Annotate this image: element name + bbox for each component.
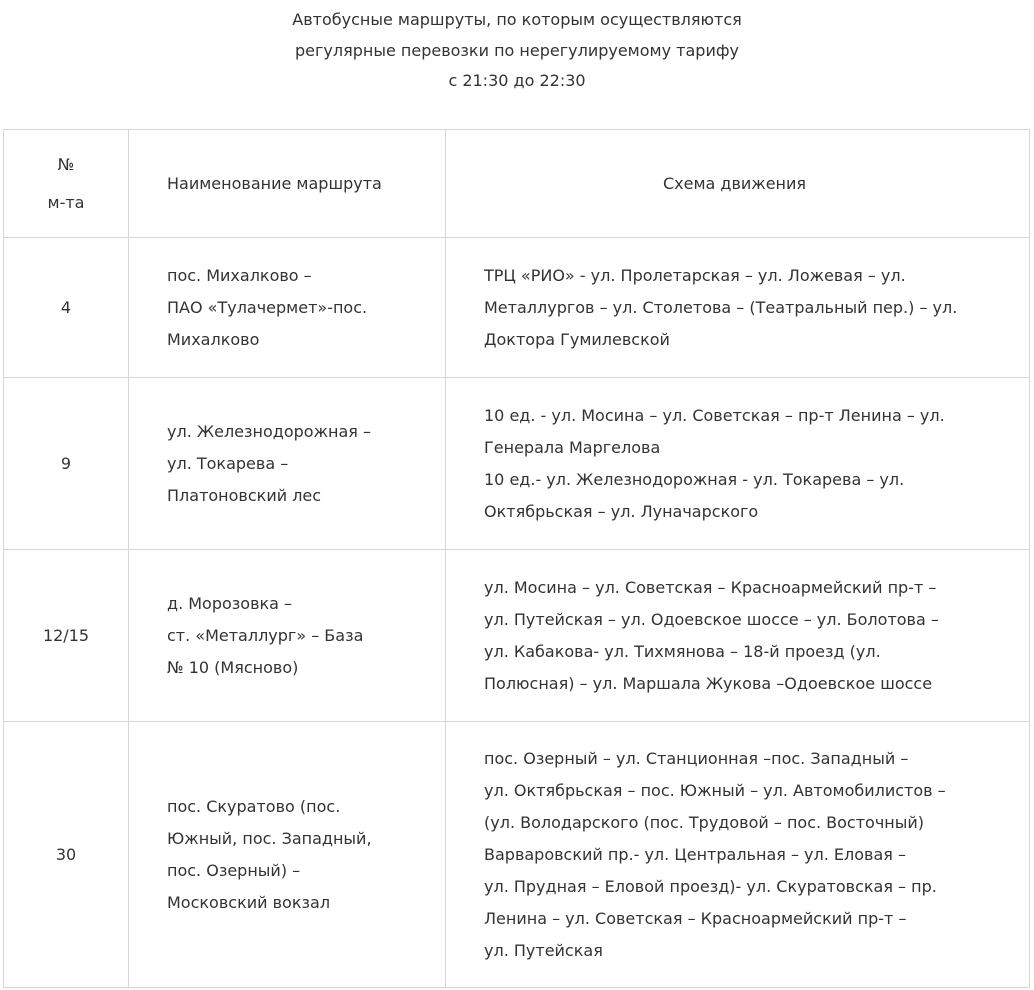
route-number: 4 [4,238,129,378]
route-name-line: № 10 (Мясново) [167,657,299,677]
route-scheme-line: 10 ед.- ул. Железнодорожная - ул. Токарева – ул. [484,469,905,489]
route-scheme-line: Ленина – ул. Советская – Красноармейский пр-т – [484,908,907,928]
route-scheme-line: ТРЦ «РИО» - ул. Пролетарская – ул. Ложевая – ул. [484,265,906,285]
route-scheme-line: ул. Кабакова- ул. Тихмянова – 18-й проезд (ул. [484,641,881,661]
route-scheme-line: Доктора Гумилевской [484,329,670,349]
route-name-line: д. Морозовка – [167,593,293,613]
route-scheme-line: 10 ед. - ул. Мосина – ул. Советская – пр-т Ленина – ул. [484,405,945,425]
route-number: 12/15 [4,550,129,722]
route-name-line: пос. Михалково – [167,265,312,285]
route-scheme [446,378,1030,550]
route-name-line: пос. Озерный) – [167,860,301,880]
route-scheme-line: (ул. Володарского (пос. Трудовой – пос. Восточный) [484,812,925,832]
route-name-line: Московский вокзал [167,892,331,912]
route-name [129,722,446,988]
route-scheme-line: ул. Путейская – ул. Одоевское шоссе – ул. Болотова – [484,609,939,629]
route-name-line: ул. Железнодорожная – [167,421,371,441]
route-scheme [446,238,1030,378]
table-row [4,378,1030,550]
route-name-line: Михалково [167,329,260,349]
route-number: 30 [4,722,129,988]
route-name-line: ПАО «Тулачермет»-пос. [167,297,368,317]
table-row [4,722,1030,988]
route-number: 9 [4,378,129,550]
header-route-name: Наименование маршрута [129,130,446,238]
route-name-line: Платоновский лес [167,485,322,505]
route-name-line: пос. Скуратово (пос. [167,796,341,816]
route-name-line: ст. «Металлург» – База [167,625,364,645]
page-heading [0,5,1034,97]
route-scheme [446,550,1030,722]
header-route-scheme: Схема движения [446,130,1030,238]
route-scheme-line: Металлургов – ул. Столетова – (Театральный пер.) – ул. [484,297,958,317]
route-scheme-line: ул. Октябрьская – пос. Южный – ул. Автомобилистов – [484,780,946,800]
route-name-line: Южный, пос. Западный, [167,828,372,848]
table-row [4,238,1030,378]
route-scheme [446,722,1030,988]
route-name [129,238,446,378]
table-header-row [4,130,1030,238]
route-scheme-line: Генерала Маргелова [484,437,661,457]
route-scheme-line: Октябрьская – ул. Луначарского [484,501,759,521]
route-scheme-line: ул. Прудная – Еловой проезд)- ул. Скуратовская – пр. [484,876,937,896]
route-scheme-line: ул. Путейская [484,940,603,960]
table-row [4,550,1030,722]
route-scheme-line: ул. Мосина – ул. Советская – Красноармейский пр-т – [484,577,937,597]
route-name [129,550,446,722]
header-number-abbr: м-та [47,192,85,212]
heading-line-1: Автобусные маршруты, по которым осуществляются [292,10,742,29]
header-number-sign: № [57,154,75,174]
route-name-line: ул. Токарева – [167,453,289,473]
heading-line-2: регулярные перевозки по нерегулируемому тарифу [294,40,739,60]
heading-line-3: с 21:30 до 22:30 [448,71,586,90]
route-scheme-line: пос. Озерный – ул. Станционная –пос. Западный – [484,748,909,768]
routes-table [3,129,1030,988]
header-route-number [4,130,129,238]
route-name [129,378,446,550]
route-scheme-line: Варваровский пр.- ул. Центральная – ул. Еловая – [484,844,906,864]
route-scheme-line: Полюсная) – ул. Маршала Жукова –Одоевское шоссе [484,673,933,693]
